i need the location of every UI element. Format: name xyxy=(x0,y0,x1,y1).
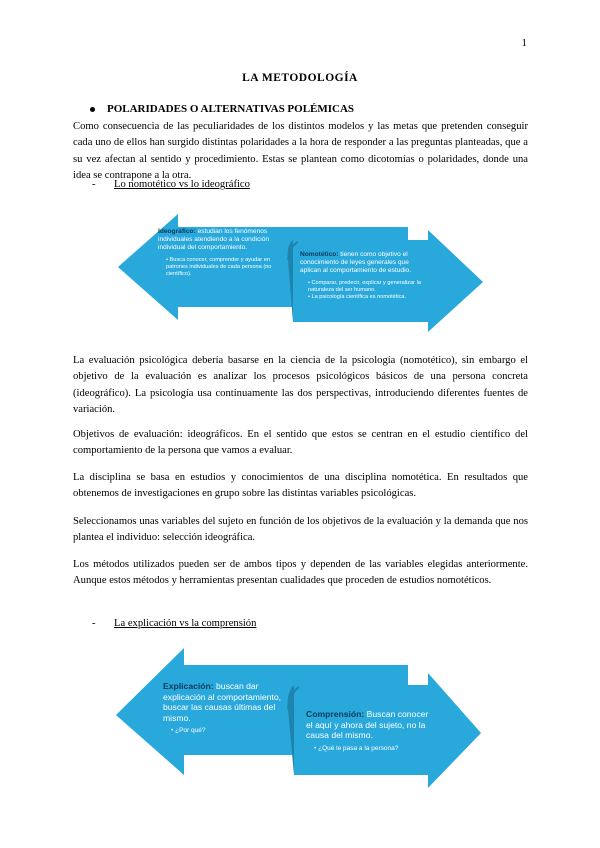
paragraph: Seleccionamos unas variables del sujeto en función de los objetivos de la evaluación y la demanda que nos plantea el individuo: selección ideográfica. xyxy=(73,516,528,544)
dash-icon: - xyxy=(92,618,96,629)
page-number: 1 xyxy=(521,37,527,49)
list-item: • Busca conocer, comprender y ayudar en patrones individuales de cada persona (no científico). xyxy=(166,257,288,278)
diagram-nomotetico-ideografico xyxy=(118,202,483,332)
ideografico-term: Ideográfico: xyxy=(158,228,196,235)
diagram-explicacion-comprension xyxy=(116,643,481,788)
list-item: • ¿Qué le pasa a la persona? xyxy=(314,745,436,753)
list-item: • ¿Por qué? xyxy=(171,727,303,735)
comprension-bullets xyxy=(306,745,436,753)
diagram1-right-text xyxy=(300,251,430,301)
paragraph: Los métodos utilizados pueden ser de ambos tipos y dependen de las variables elegidas anteriormente. Aunque estos métodos y herramientas presentan cualidades que proceden de estudios nomotéticos. xyxy=(73,559,528,587)
dash-icon: - xyxy=(92,179,96,190)
nomotetico-bullets xyxy=(300,280,430,301)
paragraph: La evaluación psicológica debería basarse en la ciencia de la psicología (nomotético), sin embargo el objetivo de la evaluación es analizar los procesos psicológicos básicos de una persona concreta (ideográfico). La psicología usa continuamente las dos perspectivas, introduciendo diferentes fuentes de variación. xyxy=(73,355,528,415)
paragraph: La disciplina se basa en estudios y conocimientos de una disciplina nomotética. En resultados que obtenemos de investigaciones en grupo sobre las distintas variables psicológicas. xyxy=(73,472,528,500)
list-item: • La psicología científica es nomotética. xyxy=(308,294,430,301)
diagram1-left-text xyxy=(158,228,288,278)
comprension-definition: Buscan conocer el aquí y ahora del sujeto, no la causa del mismo. xyxy=(306,709,429,740)
comprension-term: Comprensión: xyxy=(306,709,365,719)
explicacion-term: Explicación: xyxy=(163,681,214,691)
section-heading-text: POLARIDADES O ALTERNATIVAS POLÉMICAS xyxy=(107,103,355,115)
diagram2-left-text xyxy=(163,681,303,735)
section-heading xyxy=(90,103,354,115)
ideografico-bullets xyxy=(158,257,288,278)
intro-paragraph: Como consecuencia de las peculiaridades de los distintos modelos y las metas que pretenden conseguir cada uno de ellos han surgido distintas polaridades a la hora de responder a las preguntas planteadas, que a su vez afectan al sentido y procedimiento. Estas se plantean como dicotomías o polaridades, donde una idea se contrapone a la otra. xyxy=(73,121,528,181)
bullet-icon xyxy=(90,107,95,112)
page-title: LA METODOLOGÍA xyxy=(242,72,358,84)
explicacion-definition: buscan dar explicación al comportamiento, buscar las causas últimas del mismo. xyxy=(163,681,281,723)
nomotetico-definition: tienen como objetivo el conocimiento de leyes generales que aplican al comportamiento de estudio. xyxy=(300,251,412,275)
diagram2-right-text xyxy=(306,709,436,753)
ideografico-definition: estudian los fenómenos individuales atendiendo a la condición individual del comportamiento. xyxy=(158,228,270,252)
list-item: • Comparar, predecir, explicar y generalizar la naturaleza del ser humano. xyxy=(308,280,430,294)
nomotetico-term: Nomotético: xyxy=(300,251,339,258)
explicacion-bullets xyxy=(163,727,303,735)
subsection-title: Lo nomotético vs lo ideográfico xyxy=(114,179,250,190)
subsection-title: La explicación vs la comprensión xyxy=(114,618,257,629)
paragraph: Objetivos de evaluación: ideográficos. En el sentido que estos se centran en el estudio científico del comportamiento de la persona que vamos a evaluar. xyxy=(73,429,528,457)
